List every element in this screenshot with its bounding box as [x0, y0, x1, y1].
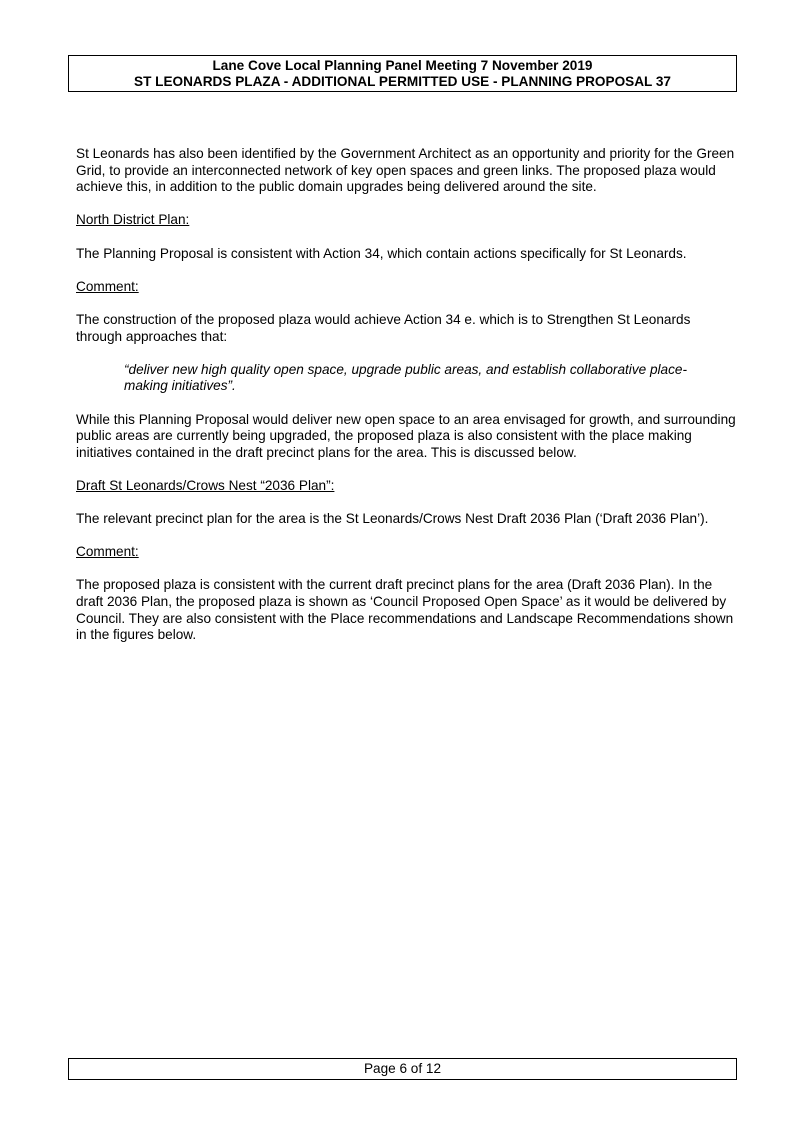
paragraph-construction: The construction of the proposed plaza would achieve Action 34 e. which is to Strengthen St Leonards through approaches that: — [76, 311, 691, 344]
page-number: Page 6 of 12 — [363, 1061, 442, 1076]
paragraph-precinct-plan: The relevant precinct plan for the area is the St Leonards/Crows Nest Draft 2036 Plan (‘Draft 2036 Plan’). — [76, 511, 709, 527]
header-meeting-title: Lane Cove Local Planning Panel Meeting 7 November 2019 — [212, 58, 593, 73]
page-header — [68, 55, 737, 92]
paragraph-green-grid: St Leonards has also been identified by the Government Architect as an opportunity and priority for the Green Grid, to provide an interconnected network of key open spaces and green links. The proposed plaza would achieve this, in addition to the public domain upgrades being delivered around the site. — [76, 146, 735, 195]
paragraph-open-space: While this Planning Proposal would deliver new open space to an area envisaged for growth, and surrounding public areas are currently being upgraded, the proposed plaza is also consistent with the place making initiatives contained in the draft precinct plans for the area. This is discussed below. — [76, 411, 736, 460]
heading-north-district-plan: North District Plan: — [76, 212, 190, 228]
header-report-title: ST LEONARDS PLAZA - ADDITIONAL PERMITTED USE - PLANNING PROPOSAL 37 — [134, 74, 671, 89]
heading-comment-1: Comment: — [76, 278, 139, 294]
heading-draft-2036-plan: Draft St Leonards/Crows Nest “2036 Plan”: — [76, 477, 335, 493]
paragraph-action-34: The Planning Proposal is consistent with Action 34, which contain actions specifically for St Leonards. — [76, 245, 687, 261]
page-footer — [68, 1058, 737, 1080]
document-body — [76, 146, 736, 660]
paragraph-consistency: The proposed plaza is consistent with the current draft precinct plans for the area (Draft 2036 Plan). In the draft 2036 Plan, the proposed plaza is shown as ‘Council Proposed Open Space’ as it would be delivered by Council. They are also consistent with the Place recommendations and Landscape Recommendations shown in the figures below. — [76, 577, 734, 643]
heading-comment-2: Comment: — [76, 544, 139, 560]
quote-action-34e: “deliver new high quality open space, upgrade public areas, and establish collaborative place-making initiatives”. — [124, 361, 687, 394]
